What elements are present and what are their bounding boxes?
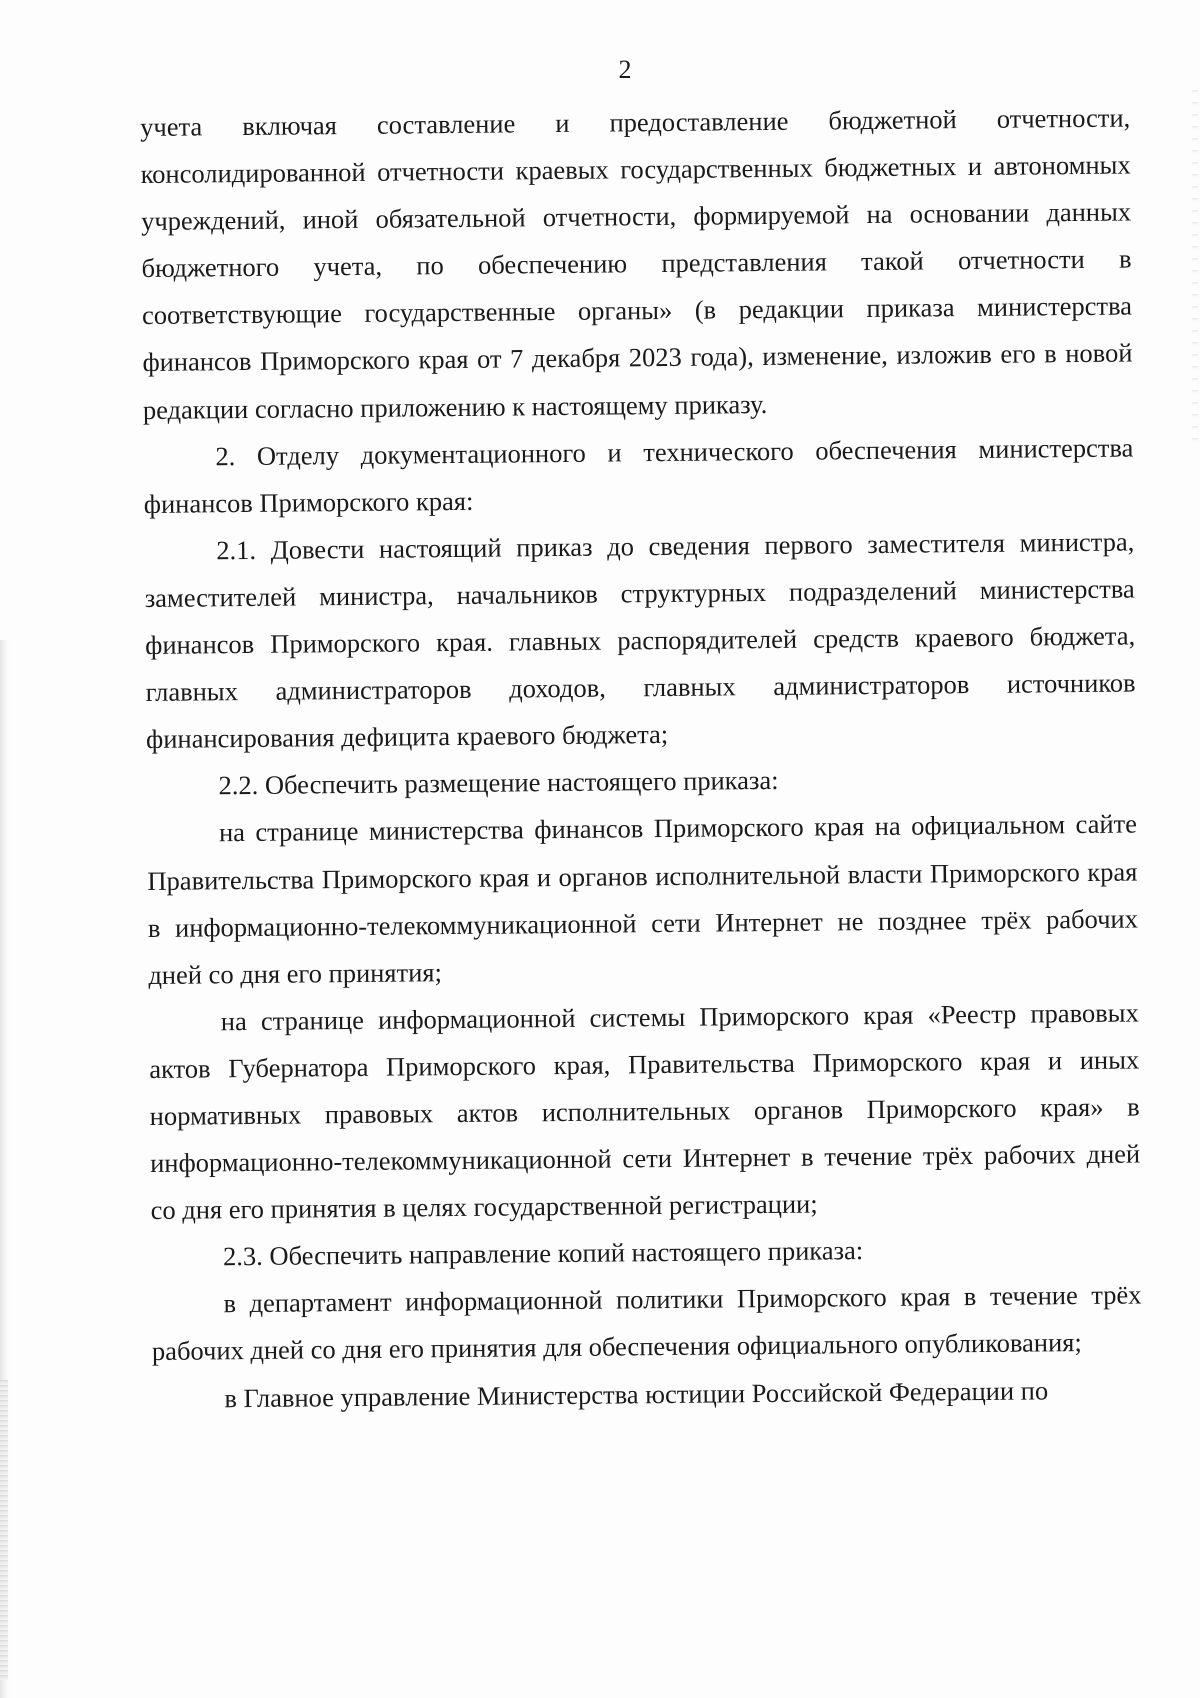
paragraph-item-2-2: 2.2. Обеспечить размещение настоящего приказа: (218, 765, 779, 801)
page-number: 2 (618, 55, 632, 84)
paragraph-ministry-page: на странице министерства финансов Приморского края на официальном сайте Правительства Приморского края и органов исполнительной власти Приморского края в информационно-телекоммуникационной сети Интернет не позднее трёх рабочих дней со дня его принятия; (147, 808, 1139, 990)
paragraph-item-2: 2. Отделу документационного и технического обеспечения министерства финансов Приморского края: (143, 432, 1134, 519)
paragraph-item-2-3: 2.3. Обеспечить направление копий настоящего приказа: (222, 1235, 864, 1272)
scan-right-edge-noise (1192, 90, 1198, 450)
paragraph-info-policy-department: в департамент информационной политики Приморского края в течение трёх рабочих дней со дня его принятия для обеспечения официального опубликования; (151, 1279, 1142, 1367)
paragraph-registry-page: на странице информационной системы Приморского края «Реестр правовых актов Губернатора Приморского края, Правительства Приморского края и иных нормативных правовых актов исполнительных органов Приморского края» в информационно-телекоммуникационной сети Интернет в течение трёх рабочих дней со дня его принятия в целях государственной регистрации; (149, 997, 1141, 1226)
paragraph-justice-directorate: в Главное управление Министерства юстиции Российской Федерации по (224, 1374, 1049, 1413)
paragraph-continuation: учета включая составление и предоставление бюджетной отчетности, консолидированной отчетности краевых государственных бюджетных и автономных учреждений, иной обязательной отчетности, формируемой на основании данных бюджетного учета, по обеспечению представления такой отчетности в соответствующие государственные органы» (в редакции приказа министерства финансов Приморского края от 7 декабря 2023 года), изменение, изложив его в новой редакции согласно приложению к настоящему приказу. (140, 102, 1133, 425)
document-body (140, 94, 1143, 1422)
scan-edge-noise (0, 1380, 8, 1680)
paragraph-item-2-1: 2.1. Довести настоящий приказ до сведения первого заместителя министра, заместителей министра, начальников структурных подразделений министерства финансов Приморского края. главных распорядителей средств краевого бюджета, главных администраторов доходов, главных администраторов источников финансирования дефицита краевого бюджета; (144, 526, 1136, 755)
